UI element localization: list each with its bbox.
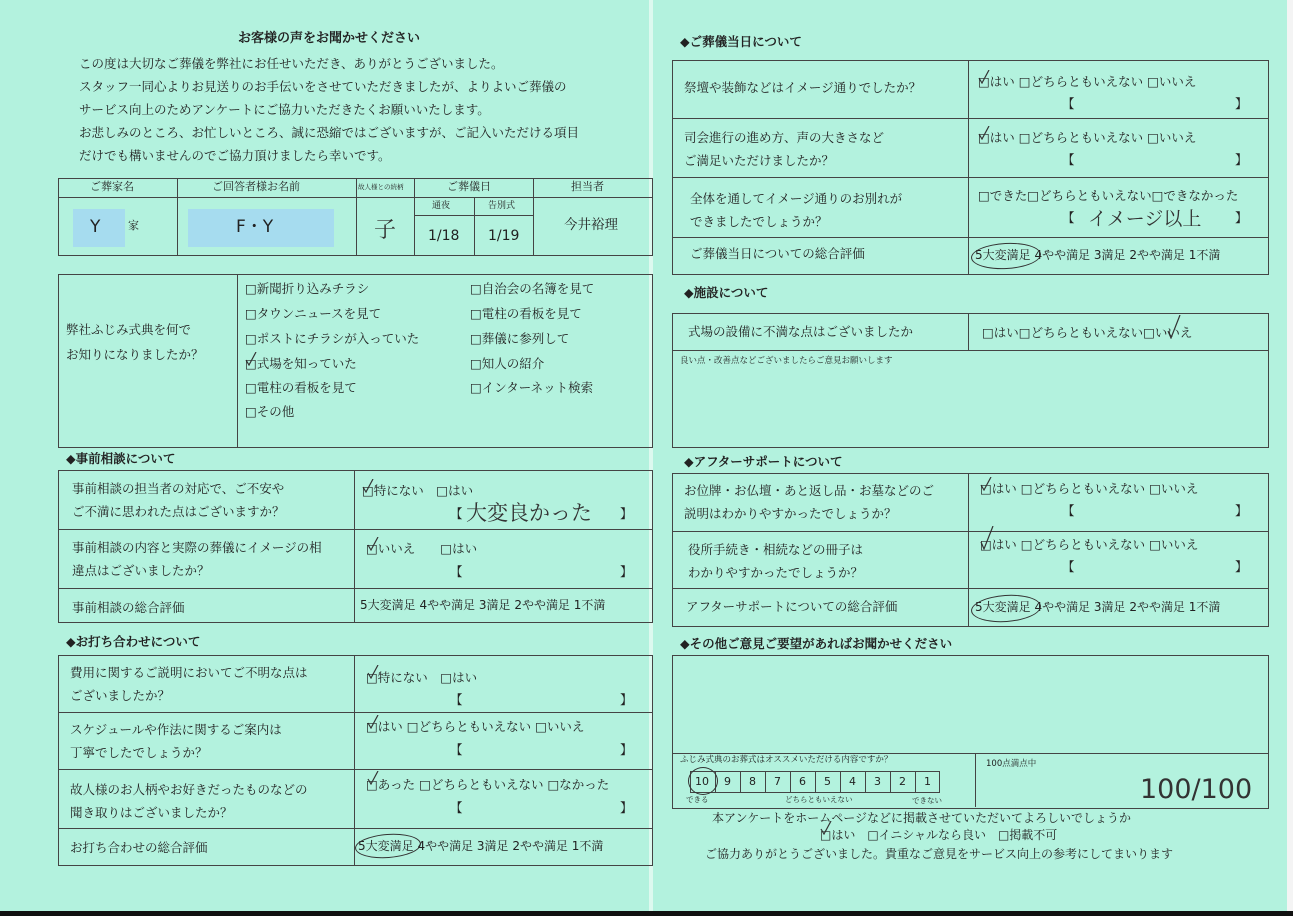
intro-line: スタッフ一同心よりお見送りのお手伝いをさせていただきましたが、よりよいご葬儀の bbox=[79, 79, 567, 94]
prior-rating[interactable]: 5大変満足 4やや満足 3満足 2やや満足 1不満 bbox=[360, 598, 606, 612]
check-mark-icon bbox=[367, 665, 379, 679]
check-mark-icon bbox=[820, 821, 832, 835]
divider bbox=[975, 753, 976, 807]
survey-title: お客様の声をお聞かせください bbox=[238, 31, 421, 46]
scale-value[interactable]: 4 bbox=[849, 775, 856, 788]
scale-divider bbox=[915, 772, 916, 792]
family-suffix: 家 bbox=[128, 219, 139, 232]
respondent-header: ご回答者様お名前 bbox=[212, 180, 300, 193]
after-q2: 役所手続き・相続などの冊子は bbox=[688, 542, 864, 557]
divider bbox=[58, 828, 652, 829]
meeting-q1: 費用に関するご説明においてご不明な点は bbox=[70, 665, 308, 680]
divider bbox=[474, 197, 475, 255]
family-header: ご葬家名 bbox=[90, 180, 134, 193]
bracket-open: 【 bbox=[1062, 503, 1075, 518]
scale-value[interactable]: 2 bbox=[899, 775, 906, 788]
staff-name: 今井裕理 bbox=[564, 217, 618, 233]
meeting-q1-options[interactable]: □特にない □はい bbox=[366, 670, 478, 685]
divider bbox=[354, 655, 355, 865]
howknow-option[interactable]: □タウンニュースを見て bbox=[245, 306, 382, 321]
meeting-q4: お打ち合わせの総合評価 bbox=[70, 840, 208, 855]
bracket-close: 】 bbox=[1235, 210, 1248, 225]
bracket-close: 】 bbox=[620, 692, 633, 707]
ceremony-heading: ◆ご葬儀当日について bbox=[680, 34, 802, 49]
bracket-open: 【 bbox=[450, 692, 463, 707]
after-q1: 説明はわかりやすかったでしょうか？ bbox=[684, 506, 897, 521]
ceremony-rating[interactable]: 5大変満足 4やや満足 3満足 2やや満足 1不満 bbox=[975, 248, 1221, 262]
bracket-close: 】 bbox=[1235, 503, 1248, 518]
after-q1-options[interactable]: □はい □どちらともいえない □いいえ bbox=[980, 481, 1199, 496]
after-q3: アフターサポートについての総合評価 bbox=[686, 599, 898, 614]
check-mark-icon bbox=[367, 771, 379, 785]
howknow-option[interactable]: □知人の紹介 bbox=[470, 356, 545, 371]
check-mark-icon bbox=[367, 715, 379, 729]
prior-q1: ご不満に思われた点はございますか？ bbox=[72, 504, 285, 519]
prior-heading: ◆事前相談について bbox=[66, 451, 176, 466]
other-comment-area[interactable] bbox=[674, 657, 1264, 752]
check-mark-icon bbox=[978, 70, 990, 84]
howknow-option[interactable]: □電柱の看板を見て bbox=[470, 306, 582, 321]
intro-line: この度は大切なご葬儀を弊社にお任せいただき、ありがとうございました。 bbox=[79, 56, 504, 71]
bracket-close: 】 bbox=[620, 506, 633, 521]
wake-header: 通夜 bbox=[432, 201, 451, 211]
scale-value[interactable]: 1 bbox=[924, 775, 931, 788]
respondent-name: F・Y bbox=[236, 217, 274, 237]
facility-heading: ◆施設について bbox=[684, 285, 769, 300]
meeting-q3-options[interactable]: □あった □どちらともいえない □なかった bbox=[366, 777, 610, 792]
recommend-question: ふじみ式典のお葬式はオススメいただける内容ですか？ bbox=[680, 755, 893, 765]
publish-question: 本アンケートをホームページなどに掲載させていただいてよろしいでしょうか bbox=[712, 811, 1132, 825]
scale-label-neutral: どちらともいえない bbox=[785, 795, 853, 804]
divider bbox=[354, 470, 355, 622]
ceremony-q2: 司会進行の進め方、声の大きさなど bbox=[684, 130, 885, 145]
divider bbox=[672, 118, 1268, 119]
meeting-q1: ございましたか？ bbox=[70, 688, 171, 703]
recommend-scale[interactable] bbox=[690, 771, 940, 793]
prior-q2-options[interactable]: □いいえ □はい bbox=[366, 541, 478, 556]
howknow-option[interactable]: □葬儀に参列して bbox=[470, 331, 570, 346]
howknow-option[interactable]: □その他 bbox=[245, 404, 295, 419]
scale-divider bbox=[740, 772, 741, 792]
scale-value[interactable]: 5 bbox=[824, 775, 831, 788]
bracket-open: 【 bbox=[450, 564, 463, 579]
divider bbox=[237, 274, 238, 447]
ceremony-q1: 祭壇や装飾などはイメージ通りでしたか？ bbox=[684, 80, 922, 95]
date-header: ご葬儀日 bbox=[447, 180, 491, 193]
divider bbox=[356, 178, 357, 255]
divider bbox=[672, 531, 1268, 532]
ceremony-q2-options[interactable]: □はい □どちらともいえない □いいえ bbox=[978, 130, 1197, 145]
meeting-q3: 故人様のお人柄やお好きだったものなどの bbox=[70, 782, 308, 797]
bracket-open: 【 bbox=[1062, 559, 1075, 574]
howknow-option[interactable]: □電柱の看板を見て bbox=[245, 380, 357, 395]
meeting-q2: 丁寧でしたでしょうか？ bbox=[70, 745, 208, 760]
bracket-open: 【 bbox=[1062, 152, 1075, 167]
meeting-q2: スケジュールや作法に関するご案内は bbox=[70, 722, 282, 737]
bracket-close: 】 bbox=[1235, 96, 1248, 111]
family-name: Y bbox=[90, 217, 101, 237]
divider bbox=[58, 712, 652, 713]
meeting-q3: 聞き取りはございましたか？ bbox=[70, 805, 233, 820]
scale-value[interactable]: 8 bbox=[749, 775, 756, 788]
score-label: 100点満点中 bbox=[986, 759, 1037, 769]
intro-line: サービス向上のためアンケートにご協力いただきたくお願いいたします。 bbox=[79, 102, 490, 117]
scale-divider bbox=[890, 772, 891, 792]
after-rating[interactable]: 5大変満足 4やや満足 3満足 2やや満足 1不満 bbox=[975, 600, 1221, 614]
after-q1: お位牌・お仏壇・あと返し品・お墓などのご bbox=[684, 483, 935, 498]
staff-header: 担当者 bbox=[571, 180, 604, 193]
scale-value[interactable]: 10 bbox=[695, 775, 709, 788]
divider bbox=[58, 197, 652, 198]
bracket-close: 】 bbox=[1235, 559, 1248, 574]
farewell-date: 1/19 bbox=[488, 228, 520, 244]
ceremony-q3: できましたでしょうか？ bbox=[690, 214, 828, 229]
bracket-close: 】 bbox=[620, 800, 633, 815]
scale-divider bbox=[840, 772, 841, 792]
ceremony-q3-note: イメージ以上 bbox=[1088, 208, 1202, 230]
farewell-header: 告別式 bbox=[488, 201, 516, 211]
after-q2-options[interactable]: □はい □どちらともいえない □いいえ bbox=[980, 537, 1199, 552]
scale-value[interactable]: 3 bbox=[874, 775, 881, 788]
scale-value[interactable]: 6 bbox=[799, 775, 806, 788]
divider bbox=[672, 753, 1268, 754]
divider bbox=[58, 588, 652, 589]
prior-q1: 事前相談の担当者の対応で、ご不安や bbox=[72, 481, 285, 496]
divider bbox=[414, 215, 534, 216]
facility-comment-area[interactable] bbox=[674, 370, 1264, 444]
howknow-option[interactable]: □自治会の名簿を見て bbox=[470, 281, 595, 296]
divider bbox=[968, 473, 969, 626]
bracket-close: 】 bbox=[620, 564, 633, 579]
check-mark-icon bbox=[367, 537, 379, 551]
howknow-question: お知りになりましたか？ bbox=[66, 347, 204, 362]
ceremony-q4: ご葬儀当日についての総合評価 bbox=[690, 246, 865, 261]
howknow-question: 弊社ふじみ式典を何で bbox=[66, 322, 192, 337]
scale-value[interactable]: 7 bbox=[774, 775, 781, 788]
prior-q3: 事前相談の総合評価 bbox=[72, 600, 185, 615]
check-mark-icon bbox=[980, 526, 994, 550]
divider bbox=[414, 178, 415, 255]
check-mark-icon bbox=[245, 352, 257, 366]
divider bbox=[58, 529, 652, 530]
ceremony-q1-options[interactable]: □はい □どちらともいえない □いいえ bbox=[978, 74, 1197, 89]
divider bbox=[968, 60, 969, 274]
scale-divider bbox=[765, 772, 766, 792]
publish-options[interactable]: □はい □イニシャルなら良い □掲載不可 bbox=[820, 828, 1058, 842]
ceremony-q2: ご満足いただけましたか？ bbox=[684, 153, 835, 168]
divider bbox=[58, 769, 652, 770]
bracket-open: 【 bbox=[450, 506, 463, 521]
facility-q1-options[interactable]: □はい□どちらともいえない□いいえ bbox=[982, 325, 1193, 340]
other-heading: ◆その他ご意見ご要望があればお聞かせください bbox=[680, 636, 953, 651]
divider bbox=[968, 313, 969, 351]
meeting-table bbox=[58, 655, 653, 866]
meeting-heading: ◆お打ち合わせについて bbox=[66, 634, 201, 649]
bracket-open: 【 bbox=[450, 742, 463, 757]
after-q2: わかりやすかったでしょうか？ bbox=[688, 565, 864, 580]
check-mark-icon bbox=[978, 126, 990, 140]
divider bbox=[672, 588, 1268, 589]
bracket-open: 【 bbox=[450, 800, 463, 815]
facility-q1: 式場の設備に不満な点はございましたか bbox=[688, 324, 914, 339]
bracket-open: 【 bbox=[1062, 210, 1075, 225]
score-value: 100/100 bbox=[1140, 774, 1253, 805]
divider bbox=[177, 178, 178, 255]
divider bbox=[672, 177, 1268, 178]
meeting-q2-options[interactable]: □はい □どちらともいえない □いいえ bbox=[366, 719, 585, 734]
check-mark-icon bbox=[1167, 315, 1181, 339]
howknow-option[interactable]: □新聞折り込みチラシ bbox=[245, 281, 370, 296]
wake-date: 1/18 bbox=[428, 228, 460, 244]
howknow-option[interactable]: □ポストにチラシが入っていた bbox=[245, 331, 420, 346]
scale-value[interactable]: 9 bbox=[724, 775, 731, 788]
scan-bottom-edge bbox=[0, 911, 1293, 916]
scale-divider bbox=[790, 772, 791, 792]
divider bbox=[672, 237, 1268, 238]
prior-q1-options[interactable]: □特にない □はい bbox=[362, 483, 474, 498]
intro-line: だけでも構いませんのでご協力頂けましたら幸いです。 bbox=[79, 148, 391, 163]
divider bbox=[672, 350, 1268, 351]
prior-q1-note: 大変良かった bbox=[466, 501, 592, 525]
relation-value: 子 bbox=[374, 218, 397, 243]
intro-line: お悲しみのところ、お忙しいところ、誠に恐縮ではございますが、ご記入いただける項目 bbox=[79, 125, 580, 140]
after-heading: ◆アフターサポートについて bbox=[684, 454, 843, 469]
meeting-rating[interactable]: 5大変満足 4やや満足 3満足 2やや満足 1不満 bbox=[358, 839, 604, 853]
bracket-close: 】 bbox=[1235, 152, 1248, 167]
bracket-open: 【 bbox=[1062, 96, 1075, 111]
thanks-message: ご協力ありがとうございました。貴重なご意見をサービス向上の参考にしてまいります bbox=[705, 847, 1174, 861]
howknow-option[interactable]: □式場を知っていた bbox=[245, 356, 357, 371]
facility-comment-label: 良い点・改善点などございましたらご意見お願いします bbox=[680, 356, 893, 366]
scale-divider bbox=[865, 772, 866, 792]
howknow-option[interactable]: □インターネット検索 bbox=[470, 380, 594, 395]
check-mark-icon bbox=[980, 477, 992, 491]
bracket-close: 】 bbox=[620, 742, 633, 757]
prior-q2: 違点はございましたか？ bbox=[72, 563, 210, 578]
check-mark-icon bbox=[362, 479, 374, 493]
divider bbox=[533, 178, 534, 255]
scale-divider bbox=[815, 772, 816, 792]
prior-q2: 事前相談の内容と実際の葬儀にイメージの相 bbox=[72, 540, 322, 555]
scale-label-can: できる bbox=[686, 795, 709, 804]
selected-scale-circle bbox=[688, 767, 718, 795]
ceremony-q3: 全体を通してイメージ通りのお別れが bbox=[690, 191, 903, 206]
relation-header: 故人様との続柄 bbox=[358, 183, 404, 191]
page-edge bbox=[1287, 0, 1293, 916]
ceremony-q3-options[interactable]: □できた□どちらともいえない□できなかった bbox=[978, 188, 1239, 203]
scale-label-cannot: できない bbox=[912, 796, 942, 805]
